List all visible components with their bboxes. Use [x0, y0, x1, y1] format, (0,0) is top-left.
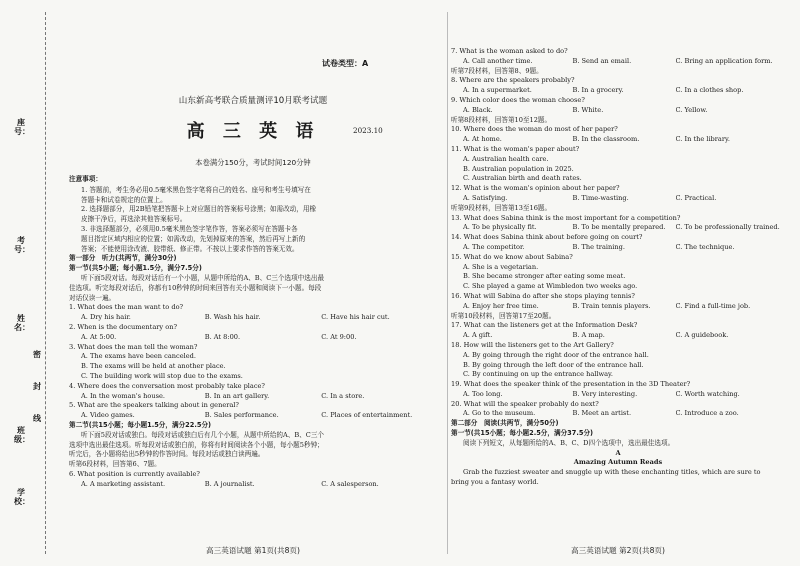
- question-6: 6. What position is currently available?: [69, 469, 200, 478]
- question-17-options: [451, 331, 785, 341]
- question-7-options: [451, 57, 785, 67]
- option-b: B. Very interesting.: [572, 389, 638, 398]
- question-19: 19. What does the speaker think of the presentation in the 3D Theater?: [451, 380, 691, 389]
- exam-title: 山东新高考联合质量测评10月联考试题: [178, 96, 328, 106]
- question-4: 4. Where does the conversation most probably take place?: [69, 381, 265, 390]
- section1-instr-3: 对话仅读一遍。: [69, 293, 116, 302]
- passage-letter: A: [615, 448, 621, 457]
- option-a: A. Go to the museum.: [463, 409, 536, 418]
- option-b: B. Australian population in 2025.: [463, 164, 574, 173]
- option-c: C. At 9:00.: [321, 332, 357, 341]
- question-19-options: [451, 390, 785, 400]
- exam-info: 本卷满分150分，考试时间120分钟: [195, 158, 311, 167]
- note-3-line-2: 题目指定区域内相应的位置；如需改动，先划掉原来的答案，然后再写上新的: [81, 234, 306, 243]
- option-a: A. Too long.: [463, 389, 503, 398]
- option-b: B. Wash his hair.: [204, 313, 261, 322]
- option-c: C. A guidebook.: [675, 331, 729, 340]
- option-b: B. The exams will be held at another place.: [81, 362, 226, 371]
- paper-type-label: 试卷类型：A: [322, 59, 369, 68]
- question-8-options: [451, 86, 785, 96]
- question-14: 14. What does Sabina think about before going on court?: [451, 233, 643, 242]
- part1-heading: 第一部分 听力(共两节，满分30分): [69, 254, 177, 263]
- section1-instr-2: 佳选项。听完每段对话后，你都有10秒钟的时间来回答有关小题和阅读下一小题。每段: [69, 283, 322, 292]
- class-label: 班级：: [14, 426, 30, 444]
- question-17: 17. What can the listeners get at the Information Desk?: [451, 321, 638, 330]
- option-a: A. A gift.: [463, 331, 493, 340]
- option-a: A. By going through the right door of the entrance hall.: [463, 350, 649, 359]
- passage-line-2: bring you a fantasy world.: [451, 478, 539, 487]
- question-8: 8. Where are the speakers probably?: [451, 76, 575, 85]
- option-c: C. Yellow.: [675, 105, 708, 114]
- option-a: A. The exams have been canceled.: [81, 352, 196, 361]
- seal-mark-feng: 封: [33, 382, 41, 391]
- question-18: 18. How will the listeners get to the Art Gallery?: [451, 340, 614, 349]
- notes-block: [69, 173, 445, 490]
- option-c: C. A salesperson.: [321, 479, 379, 488]
- question-5: 5. What are the speakers talking about in general?: [69, 401, 239, 410]
- question-10: 10. Where does the woman do most of her paper?: [451, 125, 618, 134]
- section2-instr-1: 听下面5段对话或独白。每段对话或独白后有几个小题，从题中所给的A、B、C三个: [81, 430, 325, 439]
- page-2: [449, 0, 787, 566]
- material-6-note: 听第6段材料，回答第6、7题。: [69, 460, 161, 469]
- question-7: 7. What is the woman asked to do?: [451, 47, 568, 55]
- passage-title: Amazing Autumn Reads: [573, 458, 663, 467]
- option-b: B. White.: [572, 105, 604, 114]
- page-1: [57, 0, 449, 566]
- section1-heading: 第一节(共5小题；每小题1.5分，满分7.5分): [69, 264, 202, 273]
- question-9-options: [451, 106, 785, 116]
- option-a: A. In a supermarket.: [463, 86, 532, 95]
- note-2-line-2: 皮擦干净后，再选涂其他答案标号。: [81, 215, 187, 224]
- option-a: A. Call another time.: [463, 56, 533, 65]
- option-a: A. In the woman's house.: [81, 391, 165, 400]
- option-c: C. Practical.: [675, 193, 717, 202]
- section2-instr-2: 选项中选出最佳选项。听每段对话或独白前，你将有时间阅读各个小题，每小题5秒钟；: [69, 440, 324, 449]
- option-b: B. Sales performance.: [204, 411, 279, 420]
- section2-instr-3: 听完后，各小题将给出5秒钟的作答时间。每段对话或独白读两遍。: [69, 450, 265, 459]
- material-9-note: 听第9段材料，回答第13至16题。: [451, 203, 552, 212]
- question-13-options: [451, 223, 785, 233]
- option-a: A. Australian health care.: [463, 154, 549, 163]
- option-b: B. She became stronger after eating some meat.: [463, 272, 626, 281]
- part2-section1-heading: 第一节(共15小题；每小题2.5分，满分37.5分): [451, 429, 594, 438]
- option-a: A. To be physically fit.: [463, 223, 537, 232]
- option-c: C. In the library.: [675, 135, 730, 144]
- seal-mark-xian: 线: [33, 414, 41, 423]
- option-b: B. In a grocery.: [572, 86, 624, 95]
- passage-line-1: Grab the fuzziest sweater and snuggle up with these enchanting titles, which are sure to: [463, 468, 761, 477]
- question-20-options: [451, 409, 785, 419]
- option-c: C. In a store.: [321, 391, 365, 400]
- option-b: B. Send an email.: [572, 56, 632, 65]
- page-2-footer: 高三英语试题 第2页(共8页): [571, 546, 665, 555]
- name-label: 姓名：: [14, 314, 30, 332]
- part2-heading: 第二部分 阅读(共两节，满分50分): [451, 419, 559, 428]
- option-c: C. To be professionally trained.: [675, 223, 780, 232]
- part2-instructions: 阅读下列短文，从每题所给的A、B、C、D四个选项中，选出最佳选项。: [463, 438, 675, 447]
- seat-number-label: 座号：: [14, 118, 30, 136]
- option-a: A. At home.: [463, 135, 502, 144]
- option-b: B. Time-wasting.: [572, 193, 629, 202]
- option-c: C. Find a full-time job.: [675, 301, 751, 310]
- question-2: 2. When is the documentary on?: [69, 322, 177, 331]
- question-10-options: [451, 135, 785, 145]
- option-c: C. Places of entertainment.: [321, 411, 413, 420]
- question-5-options: [69, 411, 445, 421]
- question-16-options: [451, 302, 785, 312]
- question-9: 9. Which color does the woman choose?: [451, 95, 585, 104]
- question-12-options: [451, 194, 785, 204]
- option-c: C. The building work will stop due to the exams.: [81, 371, 243, 380]
- option-a: A. The competitor.: [463, 242, 525, 251]
- option-b: B. In the classroom.: [572, 135, 640, 144]
- binding-margin: [0, 0, 45, 566]
- question-1-options: [69, 313, 445, 323]
- question-4-options: [69, 392, 445, 402]
- option-a: A. Dry his hair.: [81, 313, 131, 322]
- note-1-line-2: 答题卡和试卷规定的位置上。: [81, 195, 167, 204]
- section2-heading: 第二节(共15小题；每小题1.5分，满分22.5分): [69, 420, 212, 429]
- exam-date: 2023.10: [353, 126, 383, 135]
- option-a: A. Video games.: [81, 411, 135, 420]
- option-c: C. Have his hair cut.: [321, 313, 390, 322]
- question-6-options: [69, 480, 445, 490]
- question-13: 13. What does Sabina think is the most important for a competition?: [451, 213, 681, 222]
- option-b: B. A journalist.: [204, 479, 255, 488]
- note-3-line-1: 3. 非选择题部分，必须用0.5毫米黑色签字笔作答，答案必须写在答题卡各: [81, 224, 298, 233]
- option-a: A. Black.: [463, 105, 493, 114]
- option-a: A. Satisfying.: [463, 193, 508, 202]
- option-b: B. The training.: [572, 242, 625, 251]
- question-11: 11. What is the woman's paper about?: [451, 144, 580, 153]
- subject-title: 高 三 英 语: [186, 121, 320, 142]
- option-a: A. A marketing assistant.: [81, 479, 166, 488]
- option-c: C. Introduce a zoo.: [675, 409, 739, 418]
- notes-title: 注意事项：: [69, 175, 102, 183]
- option-b: B. Meet an artist.: [572, 409, 632, 418]
- option-a: A. Enjoy her free time.: [463, 301, 539, 310]
- option-b: B. Train tennis players.: [572, 301, 651, 310]
- option-b: B. At 8:00.: [204, 332, 241, 341]
- note-3-line-3: 答案；不能使用涂改液、胶带纸、修正带。不按以上要求作答的答案无效。: [81, 244, 299, 253]
- question-16: 16. What will Sabina do after she stops playing tennis?: [451, 291, 635, 300]
- material-8-note: 听第8段材料，回答第10至12题。: [451, 115, 552, 124]
- seal-mark-mi: 密: [33, 350, 41, 359]
- question-14-options: [451, 243, 785, 253]
- option-c: C. Worth watching.: [675, 389, 740, 398]
- option-b: B. In an art gallery.: [204, 391, 270, 400]
- option-c: C. Bring an application form.: [675, 56, 773, 65]
- section1-instr-1: 听下面5段对话。每段对话后有一个小题，从题中所给的A、B、C三个选项中选出最: [81, 273, 325, 282]
- seal-line: [45, 12, 46, 554]
- note-2-line-1: 2. 选择题部分，用2B铅笔把答题卡上对应题目的答案标号涂黑；如需改动，用橡: [81, 205, 317, 214]
- option-c: C. Australian birth and death rates.: [463, 174, 582, 183]
- school-label: 学校：: [14, 488, 30, 506]
- option-a: A. She is a vegetarian.: [463, 262, 539, 271]
- material-7-note: 听第7段材料，回答第8、9题。: [451, 66, 543, 75]
- question-3: 3. What does the man tell the woman?: [69, 342, 198, 351]
- question-15: 15. What do we know about Sabina?: [451, 252, 573, 261]
- material-10-note: 听第10段材料，回答第17至20题。: [451, 311, 556, 320]
- question-2-options: [69, 333, 445, 343]
- option-c: C. In a clothes shop.: [675, 86, 744, 95]
- option-b: B. To be mentally prepared.: [572, 223, 666, 232]
- question-1: 1. What does the man want to do?: [69, 303, 184, 312]
- option-c: C. The technique.: [675, 242, 735, 251]
- option-a: A. At 5:00.: [81, 332, 117, 341]
- option-b: B. A map.: [572, 331, 605, 340]
- exam-number-label: 考号：: [14, 236, 30, 254]
- option-c: C. She played a game at Wimbledon two weeks ago.: [463, 282, 638, 291]
- question-12: 12. What is the woman's opinion about her paper?: [451, 184, 620, 193]
- right-body: [451, 47, 785, 488]
- option-c: C. By continuing on up the entrance hallway.: [463, 370, 614, 379]
- page-1-footer: 高三英语试题 第1页(共8页): [206, 546, 300, 555]
- question-20: 20. What will the speaker probably do next?: [451, 399, 599, 408]
- option-b: B. By going through the left door of the entrance hall.: [463, 360, 644, 369]
- note-1-line-1: 1. 答题前，考生务必用0.5毫米黑色签字笔将自己的姓名、座号和考生号填写在: [81, 185, 311, 194]
